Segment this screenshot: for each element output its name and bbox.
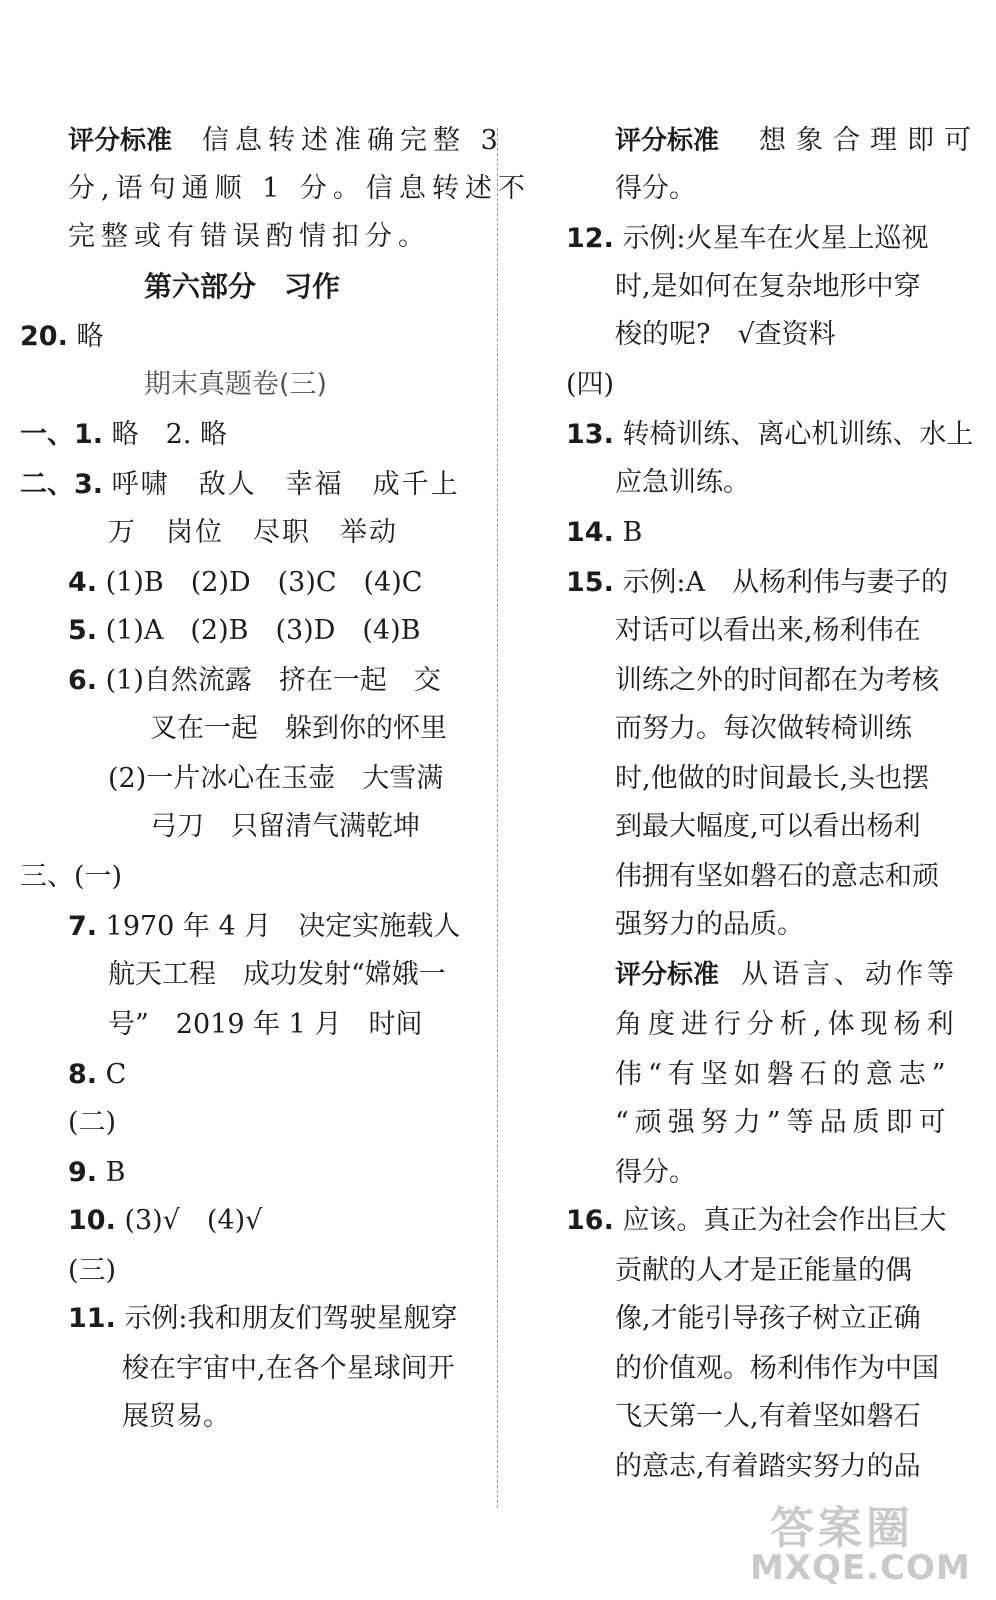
subsection-4: (四) [566, 369, 615, 400]
watermark-logo-text: 答案圈 [770, 1503, 914, 1554]
exam-title: 期末真题卷(三) [144, 369, 328, 400]
scoring-standard-line: 评分标准 信息转述准确完整 3 [68, 125, 504, 156]
question-4: 4. (1)B (2)D (3)C (4)C [68, 567, 423, 598]
text-line: 飞天第一人,有着坚如磐石 [615, 1401, 921, 1432]
text-line: 像,才能引导孩子树立正确 [615, 1303, 921, 1334]
question-15: 15. 示例:A 从杨利伟与妻子的 [566, 567, 949, 598]
question-9: 9. B [68, 1157, 126, 1188]
column-divider [497, 128, 498, 1508]
text-line: 展贸易。 [122, 1401, 230, 1432]
text-line: 航天工程 成功发射“嫦娥一 [108, 959, 446, 990]
question-10: 10. (3)√ (4)√ [68, 1205, 263, 1236]
text-line: 角度进行分析,体现杨利 [615, 1009, 960, 1040]
text-line: “顽强努力”等品质即可 [615, 1107, 952, 1138]
text-line: 号” 2019 年 1 月 时间 [108, 1009, 423, 1040]
watermark-url: MXQE.COM [750, 1548, 971, 1588]
text-line: 训练之外的时间都在为考核 [615, 665, 939, 696]
text-line: 到最大幅度,可以看出杨利 [615, 811, 921, 842]
text-line: 的价值观。杨利伟作为中国 [615, 1353, 939, 1384]
part-1: 一、1. 略 2. 略 [20, 419, 227, 450]
site-watermark [740, 1490, 990, 1600]
part-3: 三、(一) [20, 861, 123, 892]
scoring-standard-line: 评分标准 想象合理即可 [615, 125, 982, 156]
question-6: 6. (1)自然流露 挤在一起 交 [68, 665, 441, 696]
scoring-standard-line: 评分标准 从语言、动作等 [615, 959, 959, 990]
text-line: 而努力。每次做转椅训练 [615, 713, 912, 744]
question-8: 8. C [68, 1059, 127, 1090]
text-line: 对话可以看出来,杨利伟在 [615, 615, 921, 646]
question-5: 5. (1)A (2)B (3)D (4)B [68, 615, 421, 646]
scoring-label: 评分标准 [615, 126, 720, 156]
text-line: 应急训练。 [615, 467, 750, 498]
section-heading: 第六部分 习作 [144, 270, 341, 303]
question-14: 14. B [566, 517, 643, 548]
text-line: 弓刀 只留清气满乾坤 [150, 811, 420, 842]
text-line: 强努力的品质。 [615, 909, 804, 940]
text-line: 贡献的人才是正能量的偶 [615, 1255, 912, 1286]
question-11: 11. 示例:我和朋友们驾驶星舰穿 [68, 1303, 458, 1334]
text-line: 得分。 [615, 173, 696, 204]
text-line: 时,他做的时间最长,头也摆 [615, 763, 930, 794]
text-line: 的意志,有着踏实努力的品 [615, 1451, 921, 1482]
question-16: 16. 应该。真正为社会作出巨大 [566, 1205, 947, 1236]
text-line: 梭在宇宙中,在各个星球间开 [122, 1353, 455, 1384]
text-line: (2)一片冰心在玉壶 大雪满 [108, 763, 444, 794]
text-line: 伟拥有坚如磐石的意志和顽 [615, 861, 939, 892]
question-13: 13. 转椅训练、离心机训练、水上 [566, 419, 974, 450]
text-line: 伟“有坚如磐石的意志” [615, 1059, 952, 1090]
text-line: 梭的呢? √查资料 [615, 319, 836, 350]
text-line: 叉在一起 躲到你的怀里 [150, 713, 447, 744]
text-line: 得分。 [615, 1157, 696, 1188]
scoring-label: 评分标准 [615, 960, 720, 990]
text-line: 分,语句通顺 1 分。信息转述不 [68, 173, 531, 204]
text-line: 万 岗位 尽职 举动 [108, 517, 398, 548]
subsection-3: (三) [68, 1255, 117, 1286]
part-2: 二、3. 呼啸 敌人 幸福 成千上 [20, 469, 460, 500]
question-12: 12. 示例:火星车在火星上巡视 [566, 223, 929, 254]
question-20: 20. 略 [20, 321, 104, 352]
subsection-2: (二) [68, 1107, 117, 1138]
question-7: 7. 1970 年 4 月 决定实施载人 [68, 911, 461, 942]
text-line: 时,是如何在复杂地形中穿 [615, 271, 921, 302]
scoring-label: 评分标准 [68, 126, 173, 156]
text-line: 完整或有错误酌情扣分。 [68, 221, 431, 252]
